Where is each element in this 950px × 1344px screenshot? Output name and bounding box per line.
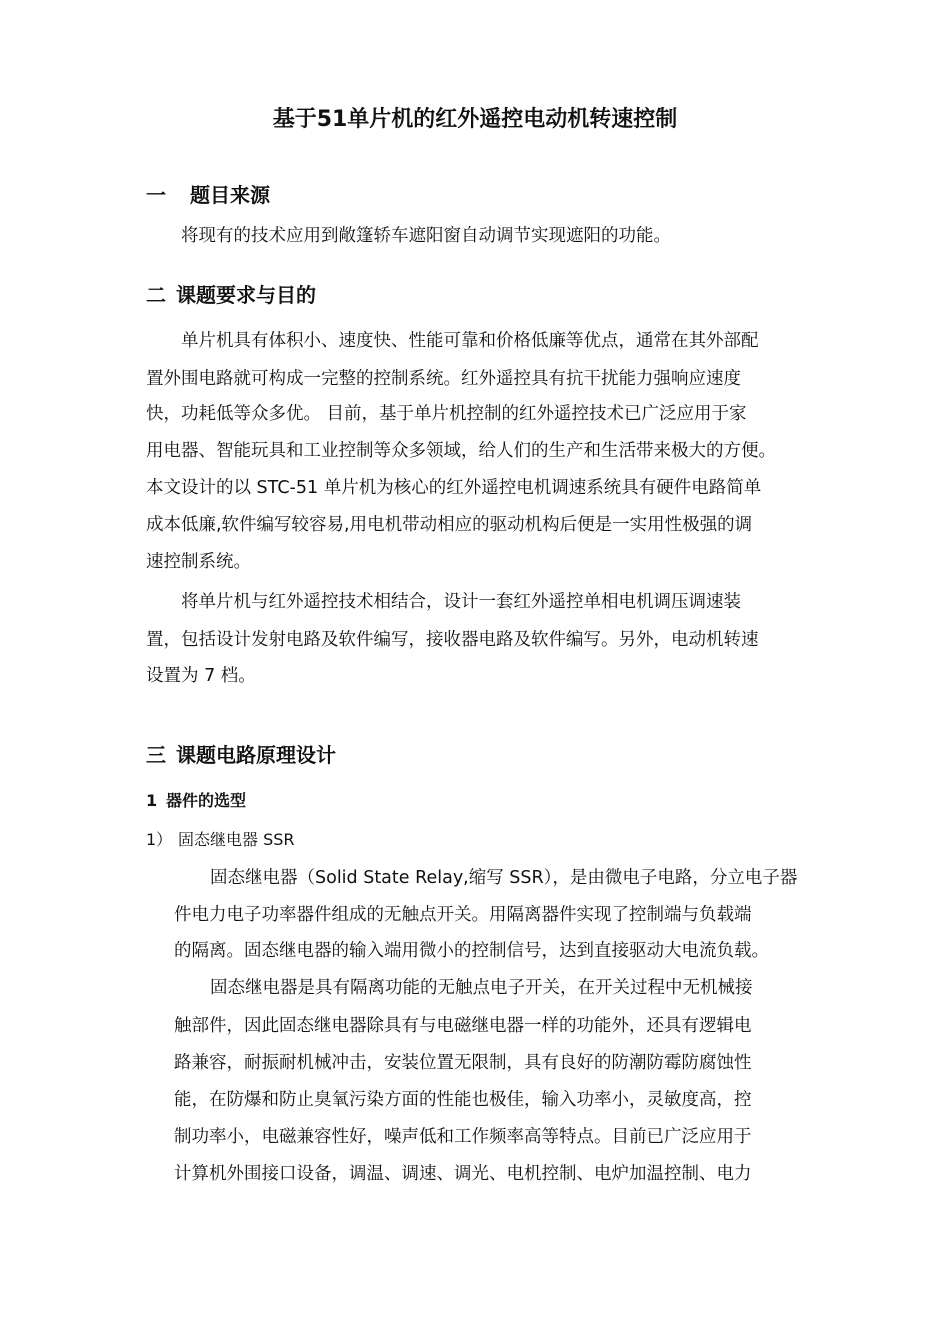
paragraph-line: 制功率小，电磁兼容性好，噪声低和工作频率高等特点。目前已广泛应用于 — [174, 1127, 752, 1147]
paragraph-line: 将现有的技术应用到敞篷轿车遮阳窗自动调节实现遮阳的功能。 — [181, 226, 671, 246]
list-item-number: 1） — [146, 830, 173, 849]
paragraph-line: 本文设计的以 STC-51 单片机为核心的红外遥控电机调速系统具有硬件电路简单 — [146, 478, 762, 498]
section-heading-1 — [146, 181, 270, 209]
list-item — [146, 828, 295, 852]
section-title: 课题要求与目的 — [176, 283, 316, 307]
section-heading-3 — [146, 741, 336, 769]
paragraph-line: 单片机具有体积小、速度快、性能可靠和价格低廉等优点，通常在其外部配 — [181, 331, 759, 351]
paragraph-line: 成本低廉,软件编写较容易,用电机带动相应的驱动机构后便是一实用性极强的调 — [146, 515, 753, 535]
paragraph-line: 固态继电器（Solid State Relay,缩写 SSR），是由微电子电路，分立电子器 — [210, 868, 798, 888]
section-title: 题目来源 — [190, 183, 270, 207]
list-item-label: 固态继电器 SSR — [178, 830, 295, 849]
paragraph-line: 速控制系统。 — [146, 552, 251, 572]
document-title: 基于51单片机的红外遥控电动机转速控制 — [272, 107, 678, 132]
paragraph-line: 快，功耗低等众多优。 目前，基于单片机控制的红外遥控技术已广泛应用于家 — [146, 404, 747, 424]
subsection-title: 器件的选型 — [166, 791, 247, 810]
paragraph-line: 置外围电路就可构成一完整的控制系统。红外遥控具有抗干扰能力强响应速度 — [146, 369, 741, 389]
paragraph-line: 置，包括设计发射电路及软件编写，接收器电路及软件编写。另外，电动机转速 — [146, 630, 759, 650]
paragraph-line: 路兼容，耐振耐机械冲击，安装位置无限制，具有良好的防潮防霉防腐蚀性 — [174, 1053, 752, 1073]
section-number: 一 — [146, 183, 166, 207]
subsection-number: 1 — [146, 791, 158, 810]
paragraph-line: 件电力电子功率器件组成的无触点开关。用隔离器件实现了控制端与负载端 — [174, 905, 752, 925]
paragraph-line: 设置为 7 档。 — [146, 666, 256, 686]
paragraph-line: 固态继电器是具有隔离功能的无触点电子开关，在开关过程中无机械接 — [210, 978, 753, 998]
paragraph-line: 用电器、智能玩具和工业控制等众多领域，给人们的生产和生活带来极大的方便。 — [146, 441, 776, 461]
paragraph-line: 计算机外围接口设备，调温、调速、调光、电机控制、电炉加温控制、电力 — [174, 1164, 752, 1184]
section-title: 课题电路原理设计 — [176, 743, 336, 767]
subsection-heading — [146, 789, 246, 813]
section-number: 二 — [146, 283, 166, 307]
section-number: 三 — [146, 743, 166, 767]
paragraph-line: 能，在防爆和防止臭氧污染方面的性能也极佳，输入功率小，灵敏度高，控 — [174, 1090, 752, 1110]
section-heading-2 — [146, 281, 316, 309]
paragraph-line: 触部件，因此固态继电器除具有与电磁继电器一样的功能外，还具有逻辑电 — [174, 1016, 752, 1036]
paragraph-line: 的隔离。固态继电器的输入端用微小的控制信号，达到直接驱动大电流负载。 — [174, 941, 769, 961]
paragraph-line: 将单片机与红外遥控技术相结合，设计一套红外遥控单相电机调压调速装 — [181, 592, 741, 612]
